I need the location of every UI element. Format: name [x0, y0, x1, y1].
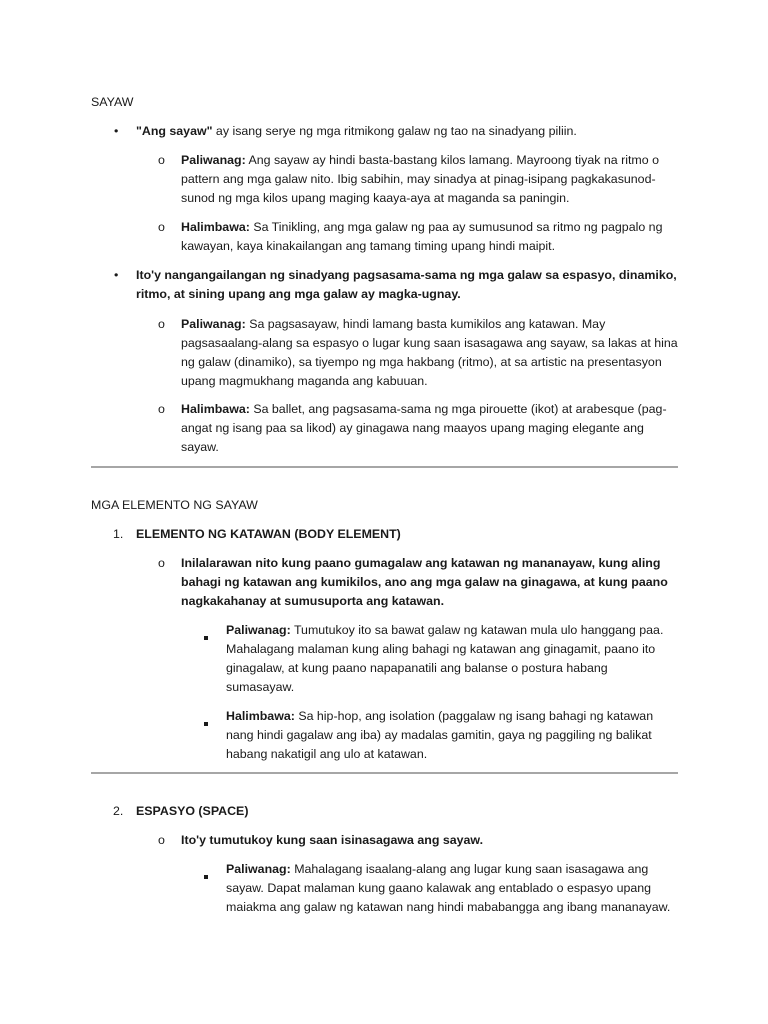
sub-item-paliwanag: Paliwanag: Ang sayaw ay hindi basta-bastang kilos lamang. Mayroong tiyak na ritmo o pattern ang mga galaw nito. Ibig sabihin, may sinadya at pinag-isipang pagkakasunod- sunod ng mga kilos upang maging kaaya-aya at maganda sa paningin.: [181, 153, 659, 205]
circle-marker: o: [158, 833, 165, 847]
section-title-sayaw: SAYAW: [91, 95, 134, 109]
list-item: Ito'y nangangailangan ng sinadyang pagsasama-sama ng mga galaw sa espasyo, dinamiko, ritmo, at sining upang ang mga galaw ay magka-ugnay.: [136, 268, 677, 301]
sub-label: Halimbawa:: [226, 709, 295, 723]
element-description: Inilalarawan nito kung paano gumagalaw ang katawan ng mananayaw, kung aling bahagi ng katawan ang kumikilos, ano ang mga galaw na ginagawa, at kung paano nagkakahanay at sumusuporta ang katawan.: [181, 556, 668, 608]
list-item: [136, 122, 577, 141]
sub-label: Paliwanag:: [226, 623, 291, 637]
sub-label: Paliwanag:: [226, 862, 291, 876]
circle-marker: o: [158, 402, 165, 416]
element-title: ESPASYO (SPACE): [136, 804, 249, 818]
circle-marker: o: [158, 317, 165, 331]
sub-label: Paliwanag:: [181, 317, 246, 331]
number-marker: 2.: [113, 804, 124, 818]
square-bullet-icon: [204, 713, 208, 732]
element-title: ELEMENTO NG KATAWAN (BODY ELEMENT): [136, 527, 401, 541]
bullet-marker: •: [114, 124, 119, 138]
sub-label: Paliwanag:: [181, 153, 246, 167]
point-paliwanag: Paliwanag: Mahalagang isaalang-alang ang lugar kung saan isasagawa ang sayaw. Dapat malaman kung gaano kalawak ang entablado o espasyo upang maiakma ang galaw ng katawan nang hindi mababangga ang ibang mananayaw.: [226, 862, 671, 914]
item-lead: "Ang sayaw": [136, 124, 213, 138]
item-text: ay isang serye ng mga ritmikong galaw ng tao na sinadyang piliin.: [212, 124, 577, 138]
point-halimbawa: Halimbawa: Sa hip-hop, ang isolation (paggalaw ng isang bahagi ng katawan nang hindi gagalaw ang iba) ay madalas gamitin, gaya ng paggiling ng balikat habang nakatigil ang ulo at katawan.: [226, 709, 654, 761]
square-bullet-icon: [204, 866, 208, 885]
bullet-marker: •: [114, 268, 119, 282]
square-bullet-icon: [204, 627, 208, 646]
circle-marker: o: [158, 556, 165, 570]
horizontal-rule: [91, 772, 678, 774]
sub-label: Halimbawa:: [181, 220, 250, 234]
sub-item-paliwanag: Paliwanag: Sa pagsasayaw, hindi lamang basta kumikilos ang katawan. May pagsasaalang-alang sa espasyo o lugar kung saan isasagawa ang sayaw, sa lakas at hina ng galaw (dinamiko), sa tiyempo ng mga hakbang (ritmo), at sa artistic na presentasyon upang magmukhang maganda ang kabuuan.: [181, 317, 678, 388]
number-marker: 1.: [113, 527, 124, 541]
circle-marker: o: [158, 220, 165, 234]
point-paliwanag: Paliwanag: Tumutukoy ito sa bawat galaw ng katawan mula ulo hanggang paa. Mahalagang malaman kung aling bahagi ng katawan ang ginagamit, paano ito ginagalaw, at kung paano napapanatili ang balanse o postura habang sumasayaw.: [226, 623, 664, 694]
horizontal-rule: [91, 466, 678, 468]
sub-item-halimbawa: Halimbawa: Sa ballet, ang pagsasama-sama ng mga pirouette (ikot) at arabesque (pag- angat ng isang paa sa likod) ay ginagawa nang maayos upang maging elegante ang sayaw.: [181, 402, 667, 454]
element-description: Ito'y tumutukoy kung saan isinasagawa ang sayaw.: [181, 833, 484, 847]
section-title-elemento: MGA ELEMENTO NG SAYAW: [91, 498, 258, 512]
sub-item-halimbawa: Halimbawa: Sa Tinikling, ang mga galaw ng paa ay sumusunod sa ritmo ng pagpalo ng kawayan, kaya kinakailangan ang tamang timing upang hindi maipit.: [181, 220, 663, 253]
circle-marker: o: [158, 153, 165, 167]
sub-label: Halimbawa:: [181, 402, 250, 416]
